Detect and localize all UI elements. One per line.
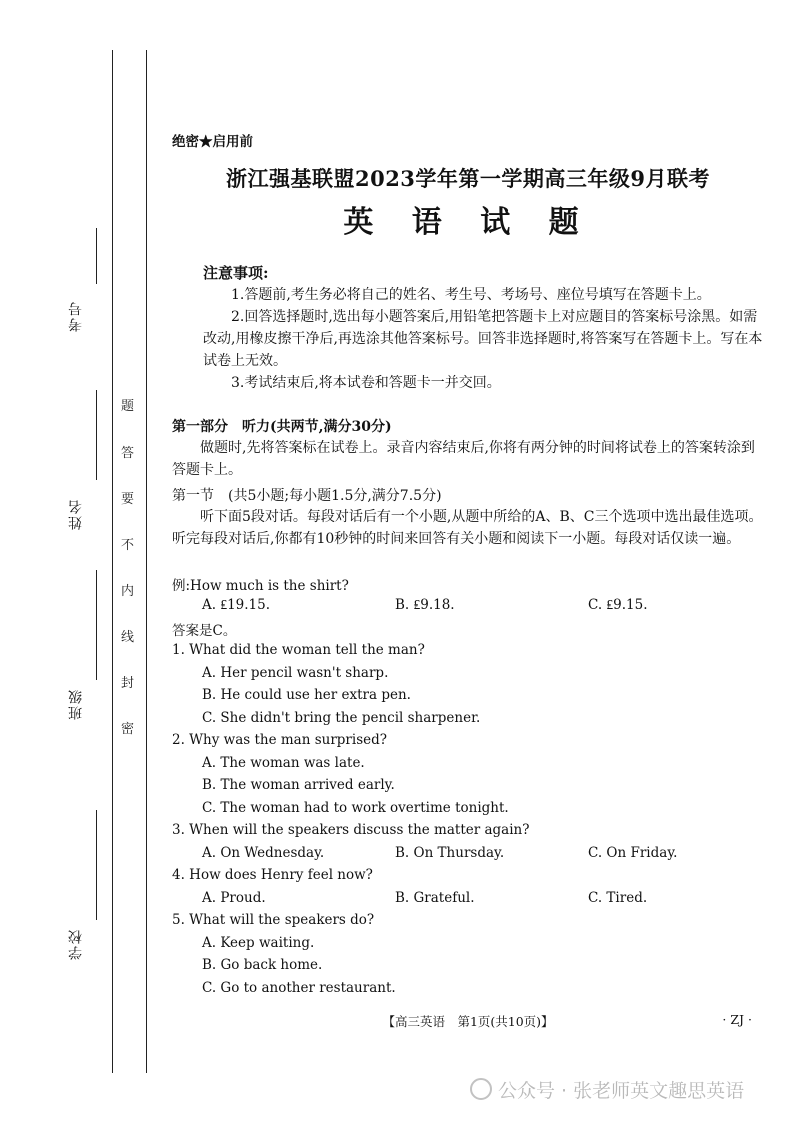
section1-heading: 第一节 (共5小题;每小题1.5分,满分7.5分) — [172, 488, 442, 504]
example-option-a: A. ₤19.15. — [202, 597, 271, 613]
question-5: 5. What will the speakers do? — [172, 912, 375, 928]
seal-char: 内 — [121, 584, 135, 599]
question-3: 3. When will the speakers discuss the matter again? — [172, 822, 530, 838]
section1-instruction: 听下面5段对话。每段对话后有一个小题,从题中所给的A、B、C三个选项中选出最佳选项。听完每段对话后,你都有10秒钟的时间来回答有关小题和阅读下一小题。每段对话仅读一遍。 — [172, 509, 763, 547]
name-blank — [96, 390, 97, 480]
exam-number-label: 考号 — [68, 300, 84, 332]
school-label: 学校 — [68, 928, 84, 960]
class-field — [60, 680, 120, 760]
subject-title: 英 语 试 题 — [343, 205, 593, 240]
seal-char: 答 — [121, 446, 135, 461]
question-option: C. The woman had to work overtime tonight. — [202, 800, 509, 816]
school-field — [60, 920, 120, 1000]
question-option: C. She didn't bring the pencil sharpener. — [202, 710, 481, 726]
class-label: 班级 — [68, 688, 84, 720]
question-1: 1. What did the woman tell the man? — [172, 642, 425, 658]
school-blank — [96, 810, 97, 920]
note-item: 3.考试结束后,将本试卷和答题卡一并交回。 — [231, 375, 501, 391]
seal-char: 封 — [121, 676, 135, 691]
confidential-mark: 绝密★启用前 — [172, 134, 253, 150]
part1-heading: 第一部分 听力(共两节,满分30分) — [172, 419, 392, 435]
question-option: A. Proud. — [202, 890, 266, 906]
seal-char: 要 — [121, 492, 135, 507]
page-number: 【高三英语 第1页(共10页)】 — [382, 1014, 554, 1029]
exam-title: 浙江强基联盟2023学年第一学期高三年级9月联考 — [225, 166, 711, 191]
question-option: B. The woman arrived early. — [202, 777, 395, 793]
question-option: A. On Wednesday. — [202, 845, 325, 861]
part1-instruction: 做题时,先将答案标在试卷上。录音内容结束后,你将有两分钟的时间将试卷上的答案转涂到答题卡上。 — [172, 440, 755, 478]
name-label: 姓名 — [68, 498, 84, 530]
question-option: B. He could use her extra pen. — [202, 687, 411, 703]
example-option-c: C. ₤9.15. — [588, 597, 648, 613]
seal-char: 不 — [121, 538, 135, 553]
notes-heading: 注意事项: — [203, 264, 269, 282]
exam-number-field — [60, 268, 120, 346]
question-option: C. On Friday. — [588, 845, 678, 861]
note-item: 2.回答选择题时,选出每小题答案后,用铅笔把答题卡上对应题目的答案标号涂黑。如需改动,用橡皮擦干净后,再选涂其他答案标号。回答非选择题时,将答案写在答题卡上。写在本试卷上无效。 — [203, 309, 763, 369]
seal-char: 题 — [121, 399, 135, 414]
seal-char: 密 — [121, 722, 135, 737]
question-option: B. Grateful. — [395, 890, 475, 906]
region-code: · ZJ · — [722, 1012, 752, 1027]
watermark-text: 公众号 · 张老师英文趣思英语 — [498, 1080, 745, 1102]
question-option: C. Go to another restaurant. — [202, 980, 396, 996]
example-answer: 答案是C。 — [172, 623, 237, 639]
question-option: B. Go back home. — [202, 957, 323, 973]
binding-line-inner — [146, 50, 147, 1073]
question-option: C. Tired. — [588, 890, 648, 906]
name-field — [60, 480, 120, 560]
question-option: A. The woman was late. — [202, 755, 365, 771]
example-question: 例:How much is the shirt? — [172, 578, 349, 594]
question-option: B. On Thursday. — [395, 845, 505, 861]
seal-char: 线 — [121, 630, 135, 645]
example-option-b: B. ₤9.18. — [395, 597, 455, 613]
question-option: A. Her pencil wasn't sharp. — [202, 665, 389, 681]
watermark — [470, 1076, 744, 1103]
class-blank — [96, 570, 97, 680]
question-4: 4. How does Henry feel now? — [172, 867, 373, 883]
question-option: A. Keep waiting. — [202, 935, 315, 951]
question-2: 2. Why was the man surprised? — [172, 732, 388, 748]
wechat-icon — [470, 1078, 492, 1100]
exam-number-blank — [96, 228, 97, 284]
note-item: 1.答题前,考生务必将自己的姓名、考生号、考场号、座位号填写在答题卡上。 — [231, 287, 711, 303]
